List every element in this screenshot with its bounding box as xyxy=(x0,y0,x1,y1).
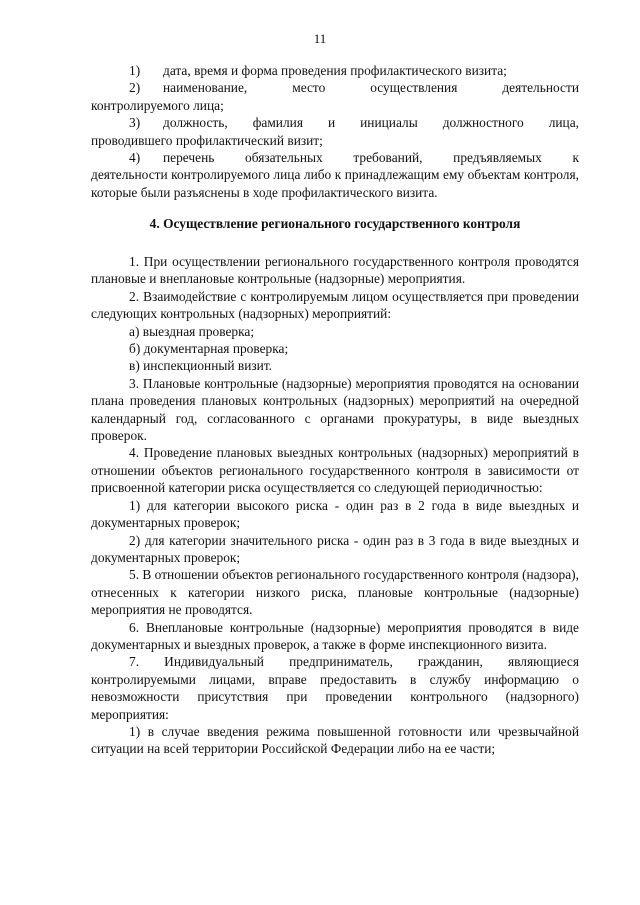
paragraph: 6. Внеплановые контрольные (надзорные) мероприятия проводятся в виде документарных и выездных проверок, а также в форме инспекционного визита. xyxy=(91,619,579,652)
section-heading: 4. Осуществление регионального государственного контроля xyxy=(149,216,521,231)
page-number: 11 xyxy=(313,31,327,46)
paragraph: 5. В отношении объектов регионального государственного контроля (надзора), отнесенных к категории низкого риска, плановые контрольные (надзорные) мероприятия не проводятся. xyxy=(91,567,579,618)
list-item-text: должность, фамилия и инициалы должностного лица, xyxy=(163,115,579,131)
paragraph: 7. Индивидуальный предприниматель, гражданин, являющиеся контролируемыми лицами, вправе предоставить в службу информацию о невозможности присутствия при проведении контрольного (надзорного) мероприятия: xyxy=(91,654,579,722)
list-item-number: 1) xyxy=(129,63,141,78)
list-item-number: 3) xyxy=(129,115,141,131)
list-item-continuation: контролируемого лица; xyxy=(91,97,224,113)
list-item xyxy=(91,79,579,114)
list-item-text: наименование, место осуществления деятельности xyxy=(163,80,579,96)
list-item-text: перечень обязательных требований, предъявляемых к xyxy=(163,150,579,166)
paragraph: 1) в случае введения режима повышенной готовности или чрезвычайной ситуации на всей территории Российской Федерации либо на ее части; xyxy=(91,723,579,757)
list-item xyxy=(91,62,579,79)
paragraph: 1. При осуществлении регионального государственного контроля проводятся плановые и внеплановые контрольные (надзорные) мероприятия. xyxy=(91,254,579,287)
list-item-number: 2) xyxy=(129,80,141,96)
list-item xyxy=(91,149,579,201)
paragraph: 2. Взаимодействие с контролируемым лицом осуществляется при проведении следующих контрольных (надзорных) мероприятий: xyxy=(91,288,579,322)
paragraph: 2) для категории значительного риска - один раз в 3 года в виде выездных и документарных проверок; xyxy=(91,532,579,565)
list-item-text: дата, время и форма проведения профилактического визита; xyxy=(163,63,507,78)
top-list xyxy=(91,62,579,201)
paragraph: 1) для категории высокого риска - один раз в 2 года в виде выездных и документарных проверок; xyxy=(91,497,579,531)
list-item-continuation: проводившего профилактический визит; xyxy=(91,132,323,148)
paragraph: 3. Плановые контрольные (надзорные) мероприятия проводятся на основании плана проведения плановых контрольных (надзорных) мероприятий на очередной календарный год, согласованного с органами прокуратуры, в виде выездных проверок. xyxy=(91,375,579,444)
paragraph: б) документарная проверка; xyxy=(129,341,289,357)
paragraph: 4. Проведение плановых выездных контрольных (надзорных) мероприятий в отношении объектов регионального государственного контроля в зависимости от присвоенной категории риска осуществляется со следующей периодичностью: xyxy=(91,445,579,496)
paragraph: а) выездная проверка; xyxy=(129,323,255,339)
list-item-number: 4) xyxy=(129,150,141,166)
list-item-continuation: деятельности контролируемого лица либо к принадлежащим ему объектам контроля, которые были разъяснены в ходе профилактического визита. xyxy=(91,167,579,200)
list-item xyxy=(91,114,579,149)
paragraph: в) инспекционный визит. xyxy=(129,358,273,374)
section-body xyxy=(91,253,579,758)
